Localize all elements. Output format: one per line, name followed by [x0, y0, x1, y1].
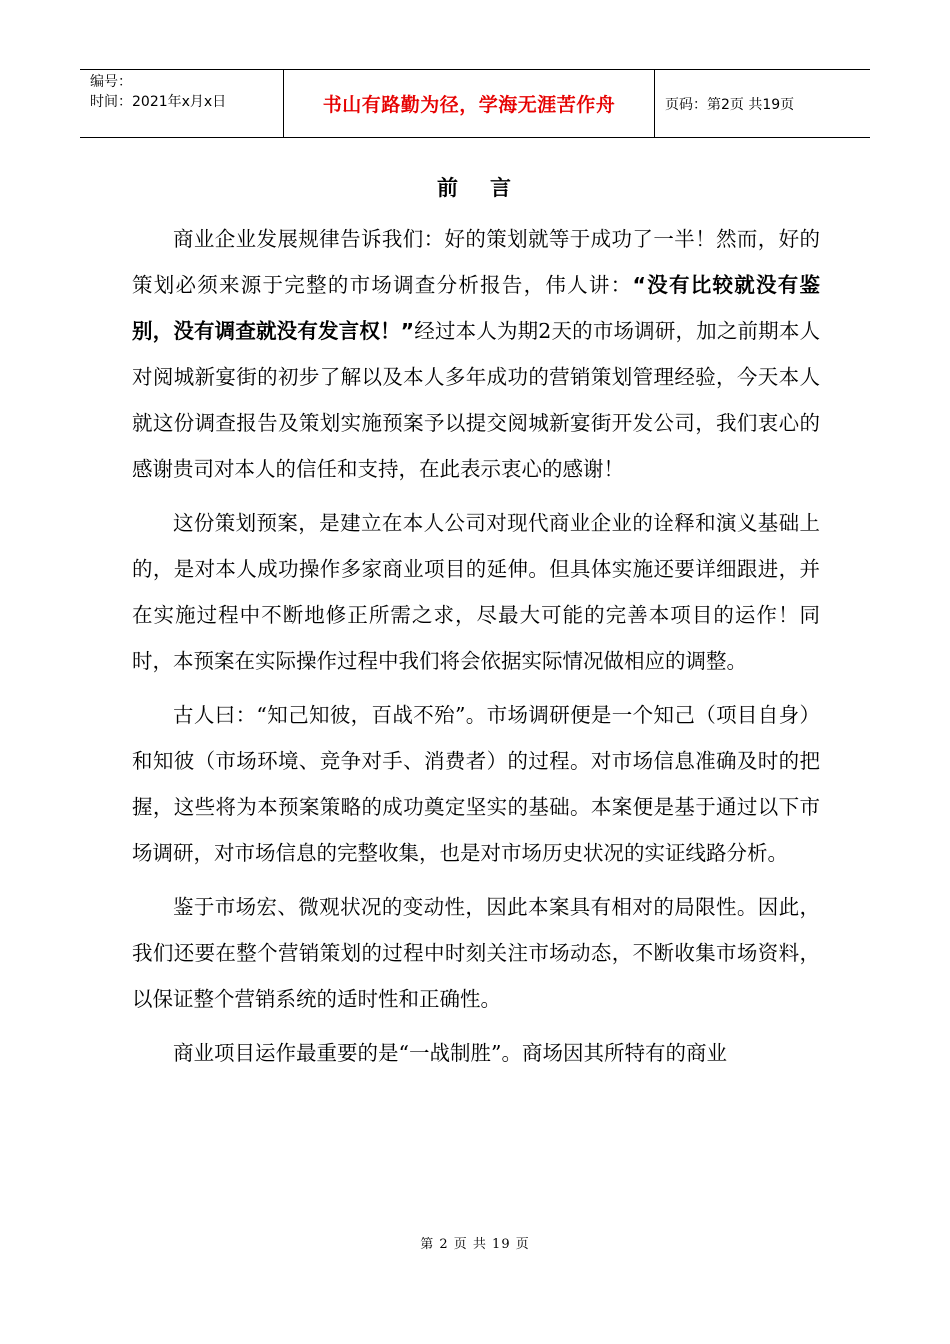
section-title — [0, 172, 950, 202]
page-footer: 第 2 页 共 19 页 — [420, 1237, 530, 1252]
title-part-1: 前 — [437, 175, 460, 200]
header-motto: 书山有路勤为径，学海无涯苦作舟 — [283, 70, 655, 137]
time-label: 时间：2021年x月x日 — [90, 94, 227, 110]
paragraph-1 — [132, 216, 820, 492]
paragraph-3: 古人曰：“知己知彼，百战不殆”。市场调研便是一个知己（项目自身）和知彼（市场环境、竞争对手、消费者）的过程。对市场信息准确及时的把握，这些将为本预案策略的成功奠定坚实的基础。本案便是基于通过以下市场调研，对市场信息的完整收集，也是对市场历史状况的实证线路分析。 — [132, 703, 820, 865]
paragraph-5: 商业项目运作最重要的是“一战制胜”。商场因其所特有的商业 — [173, 1041, 727, 1065]
body-text — [132, 216, 820, 1076]
paragraph-1-quote: “没有比较就没有鉴别，没有调查就没有发言权！” — [132, 273, 820, 343]
paragraph-4: 鉴于市场宏、微观状况的变动性，因此本案具有相对的局限性。因此，我们还要在整个营销策划的过程中时刻关注市场动态，不断收集市场资料，以保证整个营销系统的适时性和正确性。 — [132, 895, 820, 1011]
page-header — [80, 69, 870, 138]
paragraph-1-text-a: 商业企业发展规律告诉我们：好的策划就等于成功了一半！然而，好的策划必须来源于完整的市场调查分析报告，伟人讲： — [132, 227, 820, 297]
number-label: 编号： — [90, 74, 132, 90]
header-page-label: 页码：第2页 共19页 — [665, 96, 795, 113]
paragraph-2: 这份策划预案，是建立在本人公司对现代商业企业的诠释和演义基础上的，是对本人成功操作多家商业项目的延伸。但具体实施还要详细跟进，并在实施过程中不断地修正所需之求，尽最大可能的完善本项目的运作！同时，本预案在实际操作过程中我们将会依据实际情况做相应的调整。 — [132, 511, 820, 673]
title-part-2: 言 — [490, 175, 513, 200]
header-meta — [80, 70, 283, 137]
paragraph-1-text-b: 经过本人为期2天的市场调研，加之前期本人对阅城新宴街的初步了解以及本人多年成功的营销策划管理经验，今天本人就这份调查报告及策划实施预案予以提交阅城新宴街开发公司，我们衷心的感谢贵司对本人的信任和支持，在此表示衷心的感谢！ — [132, 319, 820, 481]
